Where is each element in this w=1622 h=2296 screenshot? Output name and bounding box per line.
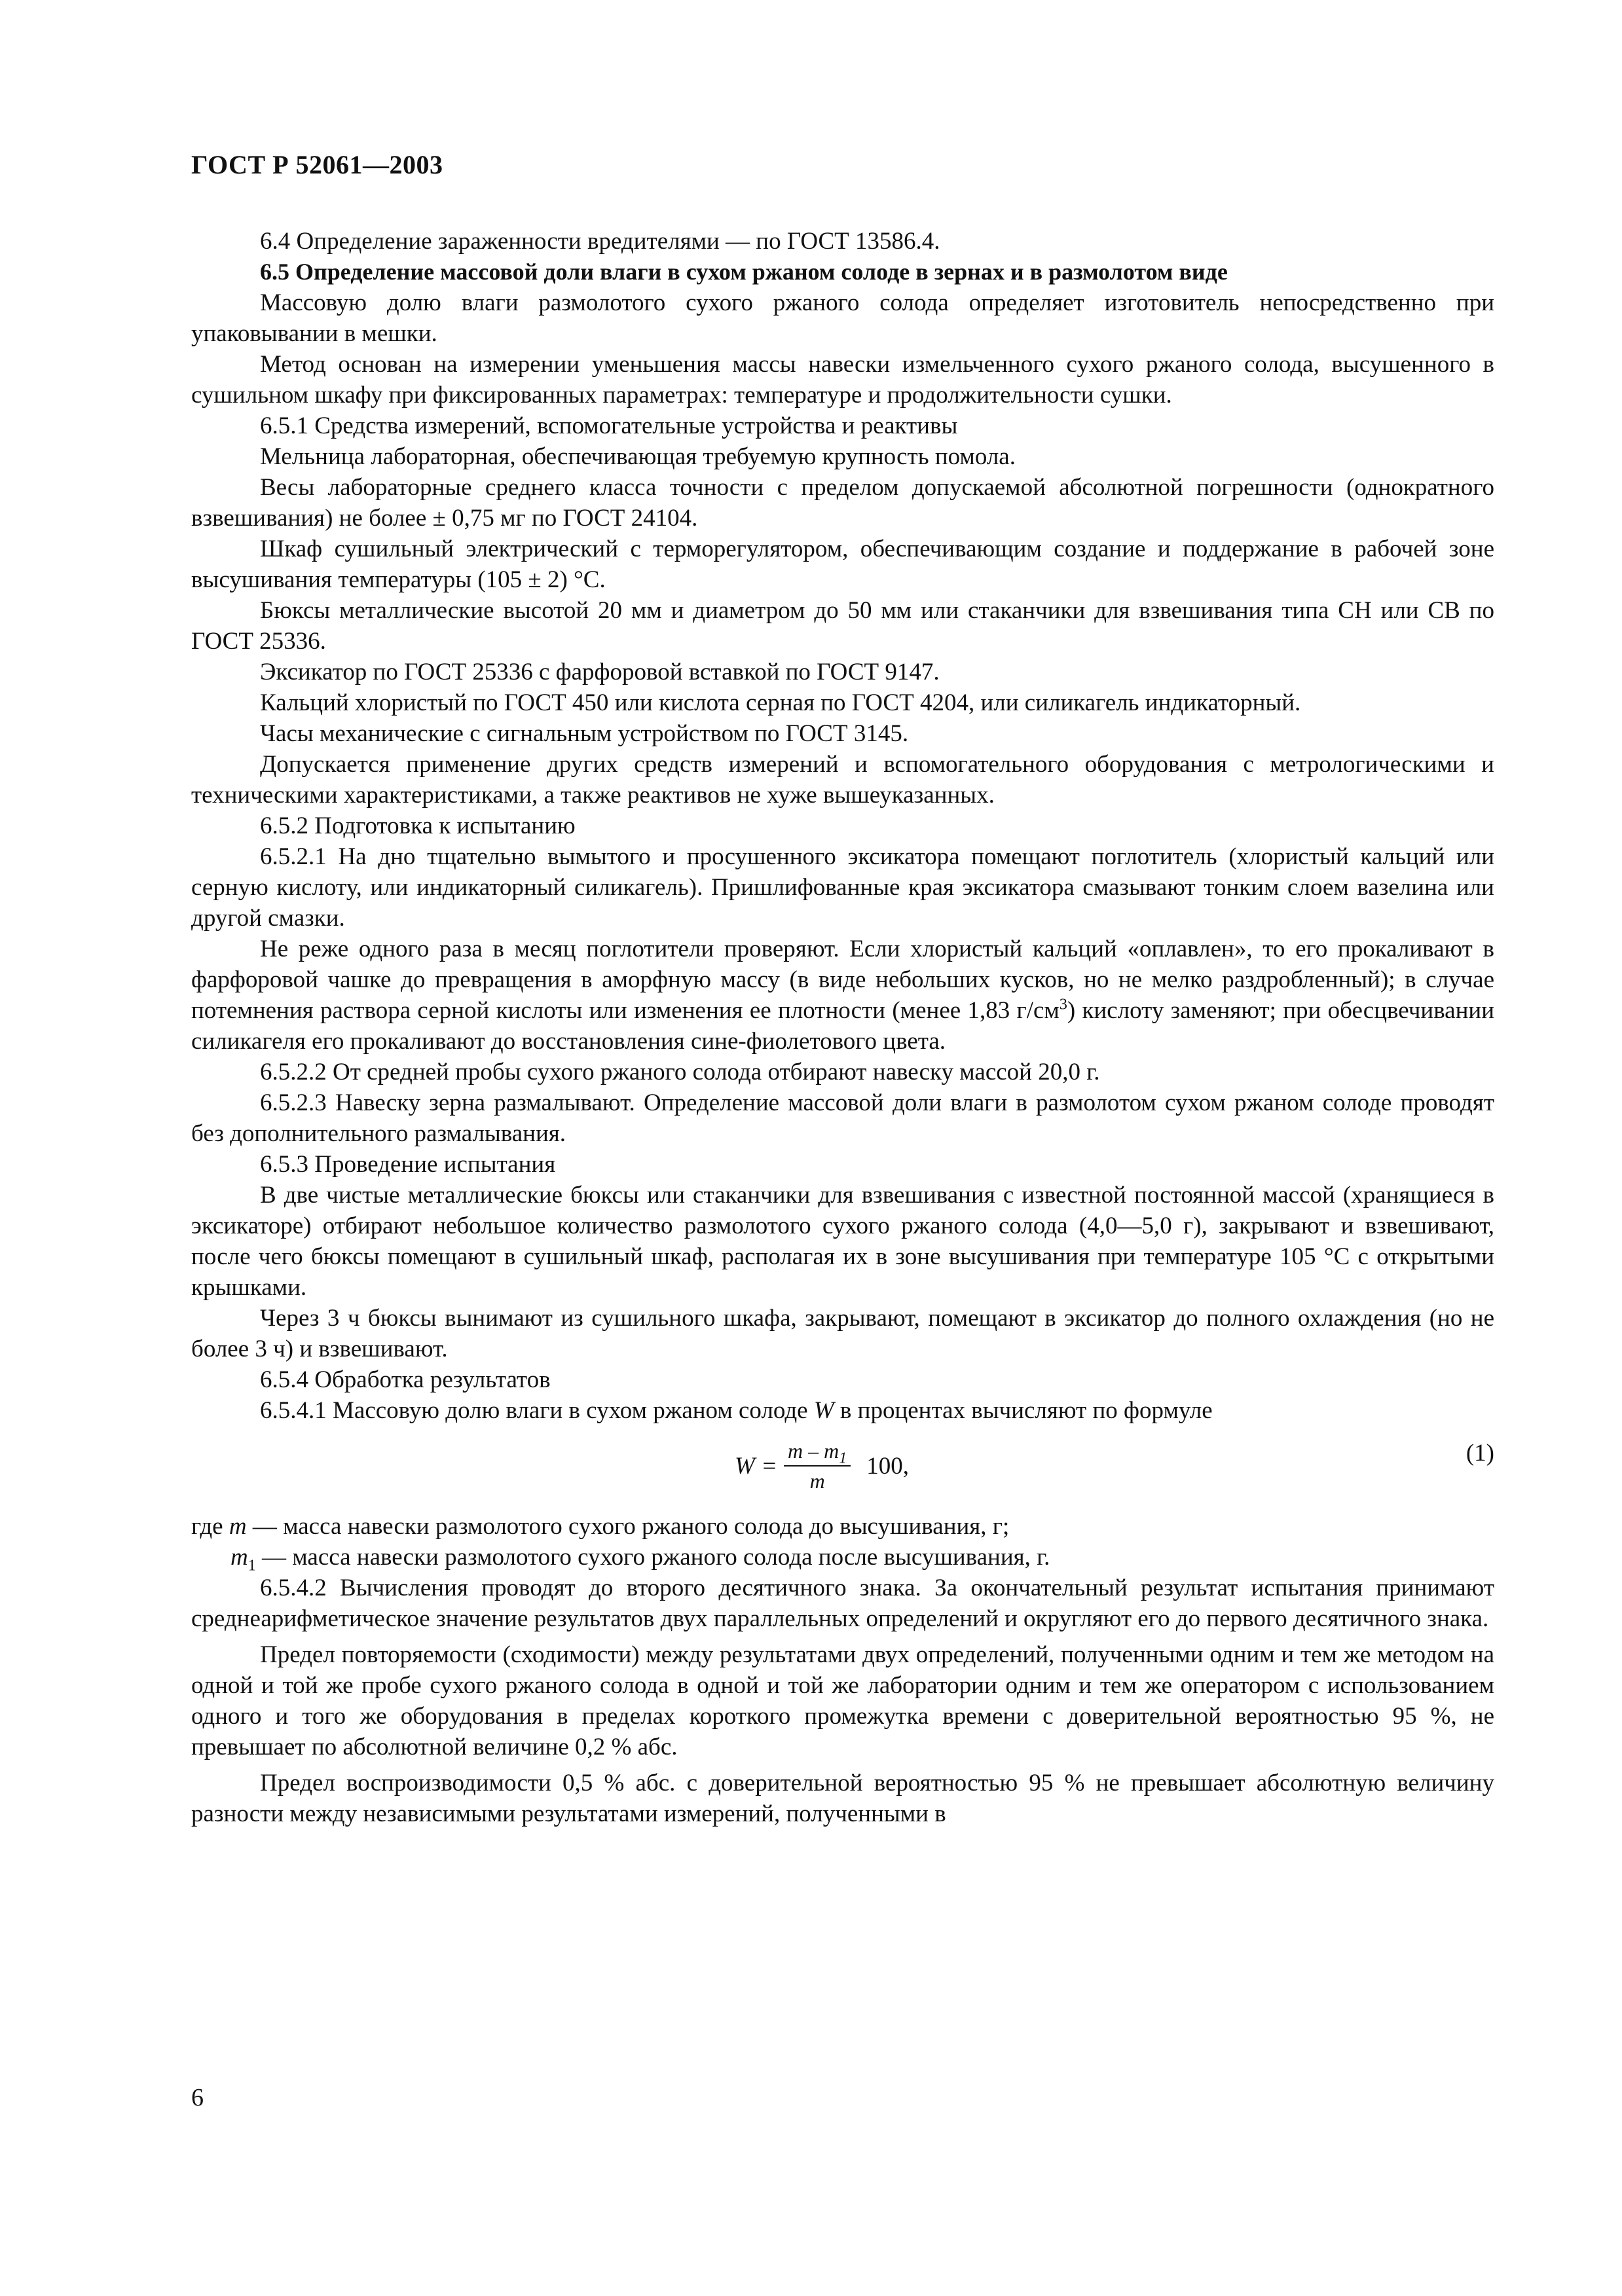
formula-block <box>191 1432 1494 1511</box>
formula-number: (1) <box>1465 1440 1494 1467</box>
paragraph: 6.5.2.3 Навеску зерна размалывают. Определение массовой доли влаги в размолотом сухом ржаном солоде проводят без дополнительного размалывания. <box>191 1089 1494 1147</box>
paragraph <box>191 934 1494 1057</box>
where-clause <box>191 1542 1494 1573</box>
formula-variable: m <box>229 1513 247 1540</box>
paragraph: Предел повторяемости (сходимости) между результатами двух определений, полученными одним и тем же методом на одной и той же пробе сухого ржаного солода в одной и той же лаборатории одним и тем же оператором с использованием одного и того же оборудования в пределах короткого промежутка времени с доверительной вероятностью 95 %, не превышает по абсолютной величине 0,2 % абс. <box>191 1641 1494 1760</box>
paragraph: Массовую долю влаги размолотого сухого ржаного солода определяет изготовитель непосредственно при упаковывании в мешки. <box>191 289 1494 347</box>
subsection-heading: 6.5.1 Средства измерений, вспомогательные устройства и реактивы <box>260 412 958 439</box>
where-text: — масса навески размолотого сухого ржаного солода до высушивания, г; <box>246 1513 1010 1540</box>
subsection-heading: 6.5.3 Проведение испытания <box>260 1151 556 1178</box>
paragraph: 6.4 Определение зараженности вредителями — по ГОСТ 13586.4. <box>260 228 940 255</box>
paragraph: В две чистые металлические бюксы или стаканчики для взвешивания с известной постоянной массой (хранящиеся в эксикаторе) отбирают небольшое количество размолотого сухого ржаного солода (4,0—5,0 г), закрывают и взвешивают, после чего бюксы помещают в сушильный шкаф, располагая их в зоне высушивания при температуре 105 °С с открытыми крышками. <box>191 1182 1494 1301</box>
paragraph-text: в процентах вычисляют по формуле <box>834 1397 1213 1424</box>
paragraph: Эксикатор по ГОСТ 25336 с фарфоровой вставкой по ГОСТ 9147. <box>260 659 940 685</box>
formula-variable: W <box>813 1397 834 1424</box>
paragraph: 6.5.2.2 От средней пробы сухого ржаного солода отбирают навеску массой 20,0 г. <box>260 1059 1100 1085</box>
paragraph: Часы механические с сигнальным устройством по ГОСТ 3145. <box>260 720 909 747</box>
paragraph: Весы лабораторные среднего класса точности с пределом допускаемой абсолютной погрешности (однократного взвешивания) не более ± 0,75 мг по ГОСТ 24104. <box>191 474 1494 532</box>
paragraph: Кальций хлористый по ГОСТ 450 или кислота серная по ГОСТ 4204, или силикагель индикаторный. <box>260 689 1301 716</box>
paragraph: Мельница лабораторная, обеспечивающая требуемую крупность помола. <box>260 443 1016 470</box>
paragraph: 6.5.2.1 На дно тщательно вымытого и просушенного эксикатора помещают поглотитель (хлористый кальций или серную кислоту, или индикаторный силикагель). Пришлифованные края эксикатора смазывают тонким слоем вазелина или другой смазки. <box>191 843 1494 932</box>
paragraph: Бюксы металлические высотой 20 мм и диаметром до 50 мм или стаканчики для взвешивания типа СН или СВ по ГОСТ 25336. <box>191 597 1494 655</box>
subsection-heading: 6.5.4 Обработка результатов <box>260 1366 551 1393</box>
subsection-heading: 6.5.2 Подготовка к испытанию <box>260 812 576 839</box>
paragraph: Предел воспроизводимости 0,5 % абс. с доверительной вероятностью 95 % не превышает абсолютную величину разности между независимыми результатами измерений, полученными в <box>191 1770 1494 1827</box>
where-clause <box>191 1511 1494 1542</box>
formula-subscript: 1 <box>839 1449 847 1467</box>
paragraph-text: 6.5.4.1 Массовую долю влаги в сухом ржаном солоде <box>260 1397 814 1424</box>
document-code-header: ГОСТ Р 52061—2003 <box>191 150 443 179</box>
paragraph: Шкаф сушильный электрический с терморегулятором, обеспечивающим создание и поддержание в рабочей зоне высушивания температуры (105 ± 2) °С. <box>191 536 1494 593</box>
formula-variable: m <box>230 1544 248 1571</box>
superscript: 3 <box>1059 996 1067 1013</box>
where-text: — масса навески размолотого сухого ржаного солода после высушивания, г. <box>255 1544 1050 1571</box>
section-heading: 6.5 Определение массовой доли влаги в сухом ржаном солоде в зернах и в размолотом виде <box>260 259 1228 285</box>
paragraph <box>191 1395 1494 1426</box>
paragraph: Метод основан на измерении уменьшения массы навески измельченного сухого ржаного солода, высушенного в сушильном шкафу при фиксированных параметрах: температуре и продолжительности сушки. <box>191 351 1494 409</box>
page-number: 6 <box>191 2084 204 2111</box>
formula-fraction <box>784 1438 851 1494</box>
paragraph-text: ) кислоту заменяют; при обесцвечивании силикагеля его прокаливают до восстановления сине-фиолетового цвета. <box>191 997 1495 1055</box>
where-prefix: где <box>191 1513 229 1540</box>
paragraph: 6.5.4.2 Вычисления проводят до второго десятичного знака. За окончательный результат испытания принимают среднеарифметическое значение результатов двух параллельных определений и округляют его до первого десятичного знака. <box>191 1575 1494 1632</box>
formula-factor: 100, <box>866 1452 910 1480</box>
paragraph-text: Не реже одного раза в месяц поглотители проверяют. Если хлористый кальций «оплавлен», то его прокаливают в фарфоровой чашке до превращения в аморфную массу (в виде небольших кусков, но не мелко раздробленный); в случае потемнения раствора серной кислоты или изменения ее плотности (менее 1,83 г/см <box>191 936 1494 1024</box>
formula-numerator-text: m – m <box>788 1439 839 1463</box>
paragraph: Допускается применение других средств измерений и вспомогательного оборудования с метрологическими и техническими характеристиками, а также реактивов не хуже вышеуказанных. <box>191 751 1494 809</box>
formula-denominator: m <box>809 1469 825 1493</box>
formula-subscript: 1 <box>248 1557 256 1575</box>
formula-lhs: W = <box>735 1452 778 1480</box>
formula <box>735 1438 909 1494</box>
paragraph: Через 3 ч бюксы вынимают из сушильного шкафа, закрывают, помещают в эксикатор до полного охлаждения (но не более 3 ч) и взвешивают. <box>191 1305 1494 1362</box>
document-body <box>191 226 1494 1829</box>
formula-numerator <box>784 1438 851 1467</box>
